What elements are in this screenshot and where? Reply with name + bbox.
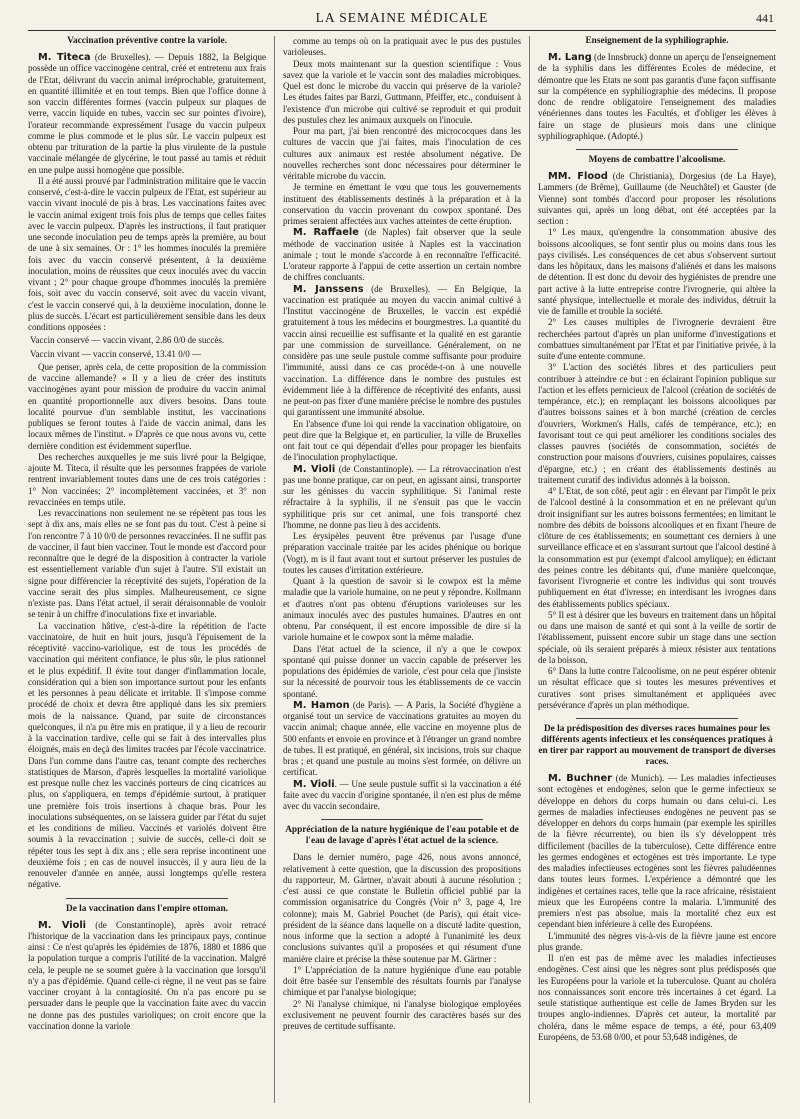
paragraph-text: . — Une seule pustule suffit si la vaccination a été faite avec du vaccin d'origine spontanée, il n'en est plus de même avec du vaccin secondaire.	[283, 778, 521, 811]
paragraph-text: (de Innsbruck) donne un aperçu de l'enseignement de la syphilis dans les différentes Ecoles de médecine, et démontre que les Etats ne sont pas garantis d'une façon suffisante sur la compétence en syphiliographie des médecins. Il propose donc de rendre obligatoire l'enseignement des maladies vénériennes dans toutes les Facultés, et d'obliger les élèves à faire un stage de plusieurs mois dans une clinique syphiliographique. (Adopté.)	[538, 52, 776, 141]
paragraph-text: (de Constantinople). — La rétrovaccination n'est pas une bonne pratique, car on peut, en agissant ainsi, transporter sur les génisses du vaccin syphilitique. Si l'animal reste réfractaire à la syphilis, il ne s'ensuit pas que le vaccin syphilitique pris sur cet animal, une fois transporté chez l'homme, ne donne pas lieu à des accidents.	[283, 463, 521, 530]
paragraph-text: En l'absence d'une loi qui rende la vaccination obligatoire, on peut dire que la Belgique et, en particulier, la ville de Bruxelles ont fait tout ce qui dépendait d'elles pour propager les bienfaits de l'inoculation prophylactique.	[283, 418, 521, 463]
section-heading: Moyens de combattre l'alcoolisme.	[588, 155, 726, 165]
paragraph	[28, 52, 266, 176]
paragraph	[283, 965, 521, 999]
paragraph-text: (de Constantinople), après avoir retracé l'historique de la vaccination dans les principaux pays, continue ainsi : Ce n'est qu'après les épidémies de 1876, 1880 et 1886 que la population turque a compris l'utilité de la vaccination. Malgré cela, le peuple ne se soumet guère à la vaccination que lorsqu'il n'y a pas d'épidémie. Quand celle-ci règne, il ne veut pas se faire vacciner croyant à la contagiosité. On n'a pas encore pu se persuader dans le peuple que la vaccination faite avec du vaccin ne donne pas des pustules varioliques; on croit encore que la vaccination donne la variole	[28, 919, 266, 1031]
article-columns	[28, 36, 776, 1103]
speaker-name: M. Hamon	[293, 699, 350, 711]
page-header	[28, 10, 776, 31]
paragraph-text: Dans l'état actuel de la science, il n'y a que le cowpox spontané qui puisse donner un vaccin capable de préserver les populations des épidémies de variole, c'est pour cela que j'insiste sur la nécessité de pourvoir tous les établissements de ce vaccin spontané.	[283, 643, 521, 699]
paragraph-text: Deux mots maintenant sur la question scientifique : Vous savez que la variole et le vaccin sont des maladies microbiques. Quel est donc le microbe du vaccin qui préserve de la variole? Les études faites par Barzi, Guttmann, Pfeiffer, etc., conduisent à l'existence d'un microbe qui cultivé se reproduit et qui produit des pustules chez les animaux auxquels on l'inocule.	[283, 58, 521, 125]
paragraph	[538, 773, 776, 931]
running-title: LA SEMAINE MÉDICALE	[315, 10, 489, 25]
section-heading: De la vaccination dans l'empire ottoman.	[65, 903, 228, 914]
paragraph	[283, 464, 521, 532]
section-rule	[576, 149, 738, 150]
paragraph-text: (de Munich). — Les maladies infectieuses sont ectogènes et endogènes, selon que le germe infectieux se développe en dehors du corps humain ou dans celui-ci. Les germes de maladies infectieuses endogènes ne peuvent pas se développer en dehors du corps humain (par exemple les spirilles de la fièvre récurrente), ou bien ils s'y développent très difficilement (bacilles de la tuberculose). Cette différence entre les germes endogènes et ectogènes est très importante. Le type des maladies infectieuses ectogènes sont les fièvres paludéennes dans toutes leurs formes. L'expérience a démontré que les indigènes et certaines races, telle que la race africaine, résistaient mieux que les Européens contre la malaria. L'immunité des premiers n'est pas absolue, mais la mortalité chez eux est cependant bien inférieure à celle des Européens.	[538, 773, 776, 930]
paragraph	[283, 644, 521, 700]
paragraph	[283, 36, 521, 59]
speaker-name: M. Buchner	[548, 773, 612, 784]
column-3	[538, 36, 776, 1103]
paragraph-text: (de Christiania), Dorgesius (de La Haye), Lammers (de Brême), Guillaume (de Neuchâtel) et Gauster (de Vienne) sont tombés d'accord pour proposer les résolutions suivantes qui, après un long débat, ont été acceptées par la section :	[538, 171, 776, 226]
paragraph	[538, 52, 776, 142]
paragraph-text: 2° Ni l'analyse chimique, ni l'analyse biologique employées exclusivement ne peuvent fournir des caractères basés sur des preuves de certitude suffisante.	[283, 998, 521, 1031]
paragraph	[538, 317, 776, 362]
paragraph-text: (de Bruxelles). — En Belgique, la vaccination est pratiquée au moyen du vaccin animal cultivé à l'Institut vaccinogène de Bruxelles, le vaccin est expédié gratuitement à tous les médecins et bourgmestres. La quantité du vaccin ainsi recueillie est suffisante et la qualité en est garantie par une commission de surveillance. Généralement, on ne considère pas une seule pustule comme suffisante pour produire l'immunité, aussi dans ce cas procède-t-on à une nouvelle vaccination. La différence dans le nombre des pustules est évidemment liée à la différence de réceptivité des enfants, aussi ne peut-on pas fixer d'une manière précise le nombre des pustules qui garantissent une immunité absolue.	[283, 283, 521, 418]
paragraph-text: Dans le dernier numéro, page 426, nous avons annoncé, relativement à cette question, que la discussion des propositions du rapporteur, M. Gärtner, n'avait abouti à aucune résolution ; c'est aussi ce que constate le Bulletin officiel publié par la commission organisatrice du Congrès (Voir n° 3, page 4, 1re colonne); mais M. Gabriel Pouchet (de Paris), qui était vice-président de la séance dans laquelle on a discuté ladite question, nous informe que la section a adopté à l'unanimité les deux conclusions suivantes qu'il a proposées et qui résument d'une manière claire et précise la thèse soutenue par M. Gärtner :	[283, 852, 521, 964]
paragraph-text: Il a été aussi prouvé par l'administration militaire que le vaccin conservé, c'est-à-dire le vaccin pulpeux de l'Etat, est supérieur au vaccin vivant inoculé de pis à bras. Les vaccinations faites avec le vaccin animal exigent trois fois plus de temps que celles faites avec le vaccin pulpeux. D'après les instructions, il faut pratiquer une seconde inoculation peu de temps après la première, au bout de une à six semaines. Or : 1° les hommes inoculés la première fois avec du vaccin conservé présentent, à la deuxième inoculation, moins de réussites que ceux inoculés avec du vaccin vivant ; 2° pour chaque groupe d'hommes inoculés la première fois, soit avec du vaccin conservé, soit avec du vaccin vivant, c'est le vaccin conservé qui, à la deuxième inoculation, donne le plus de succès. L'écart est particulièrement sensible dans les deux conditions opposées :	[28, 175, 266, 332]
paragraph	[538, 171, 776, 227]
result-line: Vaccin vivant — vaccin conservé, 13.41 0/0 —	[30, 348, 202, 359]
section-rule	[576, 718, 738, 719]
paragraph-text: Pour ma part, j'ai bien rencontré des micrococques dans les cultures de vaccin que j'ai faites, mais l'inoculation de ces cultures aux animaux est restée absolument négative. De nouvelles recherches sont donc nécessaires pour déterminer le véritable microbe du vaccin.	[283, 126, 521, 181]
section-rule	[66, 898, 228, 899]
column-divider	[274, 36, 275, 1103]
section-heading: Vaccination préventive contre la variole.	[67, 36, 227, 46]
speaker-name: M. Violi	[293, 778, 335, 790]
speaker-name: M. Titeca	[38, 52, 91, 63]
paragraph	[28, 621, 266, 891]
paragraph-text: 5° Il est à désirer que les buveurs en traitement dans un hôpital ou dans une maison de santé et qui sont à la veille de sortir de l'établissement, puissent encore subir un stage dans une section spéciale, où ils seraient préparés à mieux résister aux tentations de la boisson.	[538, 609, 776, 665]
paragraph	[283, 576, 521, 644]
paragraph	[538, 666, 776, 711]
paragraph-text: 4° L'Etat, de son côté, peut agir : en élevant par l'impôt le prix de l'alcool destiné à la consommation et en ne prélevant qu'un droit insignifiant sur les autres boissons fermentées; en limitant le nombre des débits de boissons alcooliques et en fixant l'heure de clôture de ces établissements; en soumettant ces derniers à une surveillance efficace et en s'assurant surtout que l'alcool destiné à la consommation est pur (exempt d'alcool amylique); en édictant des peines contre les débitants qui, d'une manière quelconque, favorisent l'ivrognerie et contre les individus qui sont trouvés publiquement en état d'ivresse; en interdisant les ivrognes dans des établissements publics spéciaux.	[538, 486, 776, 609]
paragraph-text: 1° L'appréciation de la nature hygiénique d'une eau potable doit être basée sur l'ensemble des résultats fournis par l'analyse chimique et par l'analyse biologique;	[283, 964, 521, 998]
paragraph	[283, 531, 521, 576]
paragraph-text: Quant à la question de savoir si le cowpox est la même maladie que la variole humaine, on ne peut y répondre. Kollmann et d'autres n'ont pas obtenu d'éruptions varioleuses sur les animaux inoculés avec des pustules humaines. D'autres en ont obtenu. Par conséquent, il est encore impossible de dire si la variole humaine et le cowpox sont la même maladie.	[283, 576, 521, 643]
paragraph	[283, 227, 521, 283]
paragraph-text: L'immunité des nègres vis-à-vis de la fièvre jaune est encore plus grande.	[538, 930, 776, 952]
paragraph-text: 1° Les maux, qu'engendre la consommation abusive des boissons alcooliques, se font sentir plus ou moins dans tous les pays civilisés. Les conséquences de cet abus s'observent surtout dans les hôpitaux, dans les maisons d'aliénés et dans les maisons de détention. Il est donc du devoir des hygiénistes de prendre une part active à la lutte entreprise contre l'ivrognerie, qui altère la santé physique, intellectuelle et morale des individus, détruit la vie de famille et trouble la société.	[538, 227, 776, 316]
paragraph-text: Les revaccinations non seulement ne se répètent pas tous les sept à dix ans, mais elles ne se font pas du tout. C'est à peine si l'on rencontre 7 à 10 0/0 de personnes revaccinées. Il ne suffit pas de vacciner, il faut bien vacciner. Tout le monde est d'accord pour reconnaître que le degré de la disposition à contracter la variole est essentiellement variable d'un sujet à l'autre. S'il existait un signe pour différencier la réceptivité des sujets, l'opération de la vaccine serait des plus simples. Malheureusement, ce signe n'existe pas. Dans l'état actuel, il serait déraisonnable de vouloir se tenir à un chiffre d'inoculations fixe et invariable.	[28, 508, 266, 620]
paragraph	[538, 362, 776, 486]
paragraph-text: Je termine en émettant le vœu que tous les gouvernements instituent des établissements destinés à la préparation et à la conservation du vaccin provenant du cowpox spontané. Des primes seraient affectées aux vaches atteintes de cette éruption.	[283, 182, 521, 226]
paragraph	[283, 59, 521, 127]
paragraph-text: Que penser, après cela, de cette proposition de la commission de vaccine allemande? « Il y a lieu de créer des instituts vaccinogènes ayant pour mission de produire du vaccin animal en quantité proportionnelle aux divers besoins. Dans toute localité pourvue d'un semblable institut, les vaccinations publiques se feront toutes à l'aide de vaccin animal, dans les locaux mêmes de l'institut. » D'après ce que nous avons vu, cette dernière condition est évidemment superflue.	[28, 361, 266, 451]
paragraph	[283, 999, 521, 1033]
paragraph	[28, 362, 266, 452]
paragraph	[283, 700, 521, 779]
paragraph-text: 3° L'action des sociétés libres et des particuliers peut contribuer à atteindre ce but : en éclairant l'opinion publique sur l'action et les effets pernicieux de l'alcool (création de sociétés de tempérance, etc.); en remplaçant les boissons alcooliques par d'autres boissons saines et à bon marché (création de cercles d'ouvriers, Workmen's Halls, cafés de tempérance, etc.); en favorisant tout ce qui peut améliorer les conditions sociales des classes pauvres (sociétés de consommation, sociétés de construction pour maisons d'ouvriers, cuisines populaires, caisses d'épargne, etc.) ; en créant des établissements destinés au traitement curatif des individus adonnés à la boisson.	[538, 362, 776, 485]
paragraph-text: (de Naples) fait observer que la seule méthode de vaccination usitée à Naples est la vaccination animale ; tout le monde s'accorde à en reconnaître l'efficacité. L'orateur rapporte à l'appui de cette assertion un certain nombre de chiffres concluants.	[283, 227, 521, 283]
paragraph-text: (de Bruxelles). — Depuis 1882, la Belgique possède un office vaccinogène central, créé et entretenu aux frais de l'Etat, délivrant du vaccin animal irréprochable, gratuitement, en quantité illimitée et en tout temps. Bien que l'office donne à son vaccin différentes formes (vaccin pulpeux sur plaques de verre, vaccin liquide en tubes, vaccin sec sur pointes d'ivoire), l'orateur recommande expressément l'usage du vaccin pulpeux comme le plus commode et le plus sûr. Le vaccin pulpeux est obtenu par trituration de la partie la plus virulente de la pustule vaccinale mélangée de glycérine, le tout passé au tamis et réduit en une pulpe aussi homogène que possible.	[28, 52, 266, 175]
section-rule	[321, 819, 483, 820]
paragraph	[283, 284, 521, 419]
paragraph	[283, 126, 521, 182]
paragraph-text: comme au temps où on la pratiquait avec le pus des pustules varioleuses.	[283, 36, 521, 58]
paragraph-text: 6° Dans la lutte contre l'alcoolisme, on ne peut espérer obtenir un résultat efficace que si toutes les mesures préventives et curatives sont prises simultanément et appliquées avec persévérance d'après un plan méthodique.	[538, 666, 776, 710]
paragraph	[538, 931, 776, 954]
paragraph	[28, 920, 266, 1033]
paragraph	[283, 419, 521, 464]
paragraph	[283, 779, 521, 813]
column-1	[28, 36, 266, 1103]
speaker-name: M. Janssens	[293, 283, 364, 295]
paragraph	[283, 182, 521, 227]
paragraph-text: 2° Les causes multiples de l'ivrognerie devraient être recherchées partout d'après un plan uniforme d'investigations et combattues simultanément par l'Etat et par l'initiative privée, à la suite d'une entente commune.	[538, 317, 776, 361]
result-line: Vaccin conservé — vaccin vivant, 2.86 0/0 de succès.	[30, 335, 225, 346]
paragraph	[538, 610, 776, 666]
column-2	[283, 36, 521, 1103]
paragraph	[538, 486, 776, 610]
page-number: 441	[756, 11, 774, 25]
paragraph	[538, 227, 776, 317]
paragraph	[538, 953, 776, 1043]
section-heading: De la prédisposition des diverses races humaines pour les différents agents infectieux et les conséquences pratiques à en tirer par rapport au mouvement de transport de diverses races.	[538, 724, 776, 767]
speaker-name: MM. Flood	[548, 171, 608, 182]
column-divider	[529, 36, 530, 1103]
speaker-name: M. Lang	[548, 52, 592, 63]
speaker-name: M. Raffaele	[293, 227, 359, 239]
section-heading: Appréciation de la nature hygiénique de l'eau potable et de l'eau de lavage d'après l'état actuel de la science.	[285, 825, 519, 847]
paragraph	[283, 852, 521, 965]
paragraph-text: Il n'en est pas de même avec les maladies infectieuses endogènes. C'est ainsi que les nègres sont plus prédisposés que les Européens pour la variole et la tuberculose. Quant au choléra nos connaissances sont encore très incertaines à cet égard. La seule statistique authentique est celle de James Bryden sur les troupes anglo-indiennes. D'après cet auteur, la mortalité par choléra, dans le même espace de temps, a été, pour 63,409 Européens, de 53.68 0/00, et pour 53,648 indigènes, de	[538, 953, 776, 1042]
paragraph	[28, 452, 266, 508]
paragraph-text: (de Paris). — A Paris, la Société d'hygiène a organisé tout un service de vaccinations gratuites au moyen du vaccin animal; chaque année, elle vaccine en moyenne plus de 500 enfants et envoie en province et à l'étranger un grand nombre de tubes. Il est pratiqué, en général, six incisions, trois sur chaque bras ; et quand une pustule au moins s'est formée, on délivre un certificat.	[283, 699, 521, 778]
section-heading: Enseignement de la syphiliographie.	[585, 36, 729, 46]
paragraph	[28, 176, 266, 334]
paragraph-text: Des recherches auxquelles je me suis livré pour la Belgique, ajoute M. Titeca, il résulte que les personnes frappées de variole rentrent invariablement toutes dans une de ces trois catégories : 1° Non vaccinées; 2° incomplètement vaccinées, et 3° non revaccinées en temps utile.	[28, 451, 266, 507]
paragraph-text: Les érysipèles peuvent être prévenus par l'usage d'une préparation vaccinale traitée par les acides phénique ou borique (Vogt), m is il faut avant tout et surtout préserver les pustules de toutes les causes d'irritation extérieure.	[283, 531, 521, 575]
paragraph	[28, 508, 266, 621]
speaker-name: M. Violi	[293, 463, 336, 475]
paragraph-text: La vaccination hâtive, c'est-à-dire la répétition de l'acte vaccinatoire, de huit en huit jours, jusqu'à l'épuisement de la réceptivité vaccino-variolique, est de tous les procédés de vaccination qui méritent confiance, le plus sûr, le plus rationnel et le plus expéditif. Il évite tout danger d'inflammation locale, considération qui a bien son importance surtout pour les enfants et les personnes à peau délicate et irritable. Il s'impose comme procédé de choix et devra être appliqué dans les six premiers mois de la naissance. Quand, par suite de circonstances quelconques, il n'a pu être mis en pratique, il y a lieu de recourir à la vaccination tardive, celle qui se fait à des intervalles plus éloignés, mais en deçà des limites tracées par l'école vaccinatrice. Dans l'un comme dans l'autre cas, tenant compte des recherches statistiques de Marson, d'après lesquelles la mortalité variolique est presque nulle chez les vaccinés porteurs de cinq cicatrices au plus, on s'appliquera, en temps d'épidémie surtout, à pratiquer une première fois trois insertions à chaque bras. Pour les inoculations subséquentes, on se laissera guider par l'état du sujet et les conditions de milieu. Vaccinés et variolés doivent être soumis à la revaccination ; suivie de succès, celle-ci doit se répéter tous les sept à dix ans ; elle sera reprise incontinent une deuxième fois ; en cas de nouvel insuccès, il y aura lieu de la renouveler d'année en année, aussi longtemps qu'elle restera négative.	[28, 620, 266, 890]
speaker-name: M. Violi	[38, 919, 87, 931]
